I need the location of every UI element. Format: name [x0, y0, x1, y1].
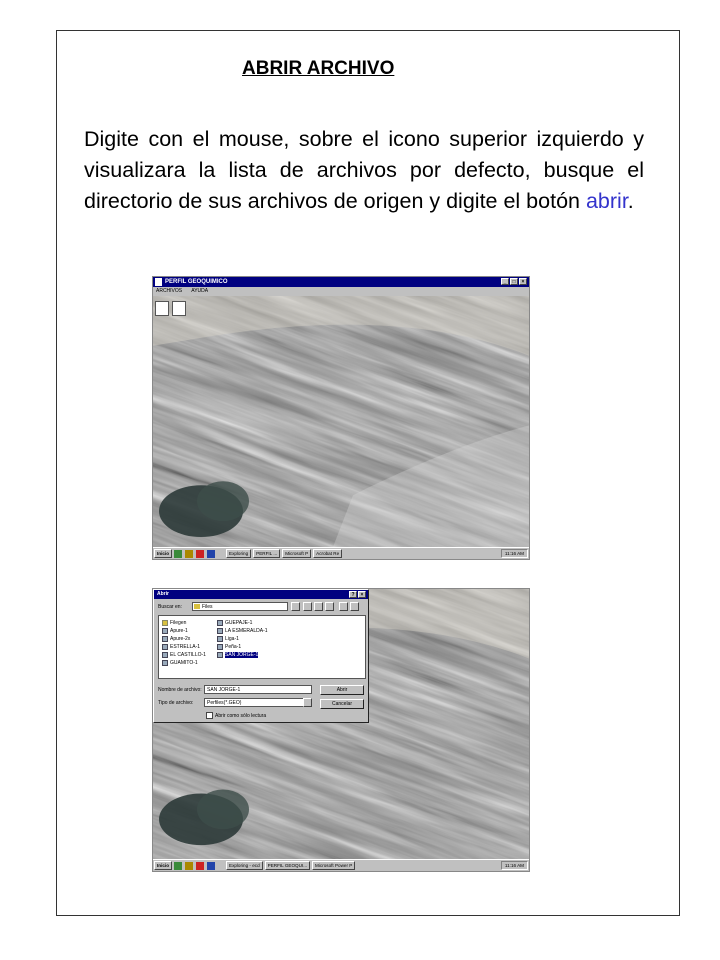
window-title: PERFIL GEOQUIMICO [165, 279, 228, 285]
readonly-label: Abrir como sólo lectura [215, 712, 267, 719]
section-heading: ABRIR ARCHIVO [242, 58, 395, 79]
list-item[interactable]: EL CASTILLO-1 [162, 651, 206, 659]
list-item[interactable]: LA ESMERALDA-1 [217, 627, 268, 635]
taskbar-clock: 11:16 AM [501, 861, 528, 870]
open-file-dialog [153, 589, 369, 723]
taskbar-item[interactable]: Microsoft P [282, 549, 311, 558]
taskbar-item[interactable]: Microsoft Power P [312, 861, 355, 870]
list-item[interactable]: Filegen [162, 619, 206, 627]
quick-launch-icons[interactable] [174, 550, 224, 558]
taskbar-item[interactable]: PERFIL ... [253, 549, 280, 558]
readonly-option[interactable] [206, 712, 266, 719]
instruction-paragraph [84, 124, 644, 217]
taskbar-item[interactable]: Exploring [226, 549, 251, 558]
list-item[interactable]: Apure-1 [162, 627, 206, 635]
chevron-down-icon[interactable] [303, 698, 312, 707]
list-item-selected[interactable]: SAN JORGE-1 [217, 651, 268, 659]
cancel-button[interactable]: Cancelar [320, 699, 364, 709]
look-in-dropdown[interactable]: Files [192, 602, 288, 611]
open-button[interactable]: Abrir [320, 685, 364, 695]
help-button[interactable]: ? [349, 591, 357, 598]
look-in-label: Buscar en: [158, 604, 182, 610]
readonly-checkbox[interactable] [206, 712, 213, 719]
instruction-text: Digite con el mouse, sobre el icono superior izquierdo y visualizara la lista de archivos por defecto, busque el directorio de sus archivos de origen y digite el botón [84, 127, 644, 213]
instruction-end: . [627, 189, 634, 213]
up-folder-icon[interactable] [303, 602, 312, 611]
menu-archivos[interactable]: ARCHIVOS [156, 288, 183, 294]
desktop-icon[interactable] [314, 602, 323, 611]
profile-icon[interactable] [172, 301, 186, 316]
screenshot-main-window [152, 276, 530, 560]
rock-strata-background [153, 296, 529, 547]
quick-launch-icons[interactable] [174, 862, 224, 870]
taskbar [153, 859, 529, 871]
dialog-titlebar [154, 590, 368, 599]
filename-label: Nombre de archivo: [158, 687, 202, 693]
list-item[interactable]: ESTRELLA-1 [162, 643, 206, 651]
list-item[interactable]: Peña-1 [217, 643, 268, 651]
abrir-link[interactable]: abrir [585, 189, 628, 213]
app-logo-icon [155, 278, 162, 286]
dropdown-arrow-icon[interactable] [291, 602, 300, 611]
list-item[interactable]: Liga-1 [217, 635, 268, 643]
list-item[interactable]: Apure-2x [162, 635, 206, 643]
taskbar-clock: 11:16 AM [501, 549, 528, 558]
close-button[interactable]: × [358, 591, 366, 598]
list-view-icon[interactable] [339, 602, 348, 611]
taskbar-item[interactable]: Acrobat Re [313, 549, 342, 558]
filetype-select[interactable]: Perfiles(*.GEO) [204, 698, 312, 707]
window-titlebar [153, 277, 529, 287]
new-folder-icon[interactable] [325, 602, 334, 611]
details-view-icon[interactable] [350, 602, 359, 611]
screenshot-open-dialog [152, 588, 530, 872]
menu-ayuda[interactable]: AYUDA [191, 288, 209, 294]
close-button[interactable]: × [519, 278, 527, 285]
menu-bar [153, 287, 529, 296]
file-list [158, 615, 366, 679]
filename-input[interactable]: SAN JORGE-1 [204, 685, 312, 694]
taskbar-item[interactable]: PERFIL GEOQUI... [265, 861, 310, 870]
minimize-button[interactable]: _ [501, 278, 509, 285]
start-button[interactable]: Inicio [154, 549, 172, 558]
dialog-title: Abrir [157, 591, 169, 597]
taskbar-item[interactable]: Exploring - ecd [226, 861, 263, 870]
taskbar [153, 547, 529, 559]
maximize-button[interactable]: □ [510, 278, 518, 285]
list-item[interactable]: GUAMITO-1 [162, 659, 206, 667]
open-file-icon[interactable] [155, 301, 169, 316]
filetype-label: Tipo de archivo: [158, 700, 194, 706]
start-button[interactable]: Inicio [154, 861, 172, 870]
list-item[interactable]: GUEPAJE-1 [217, 619, 268, 627]
